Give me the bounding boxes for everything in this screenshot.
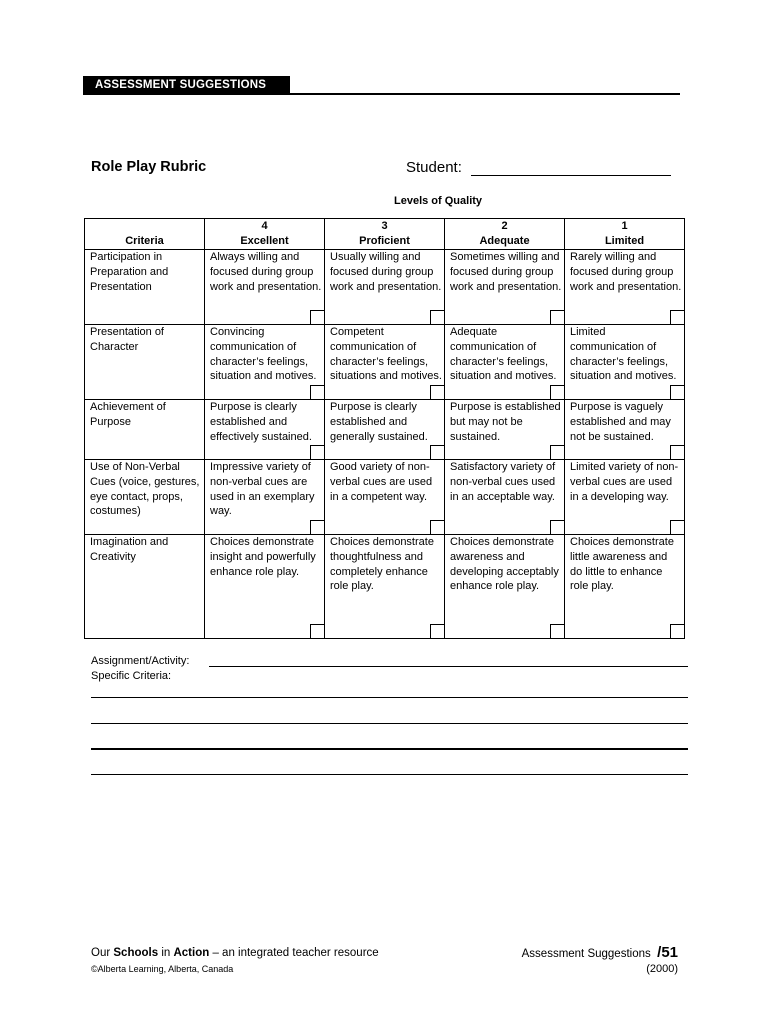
- criteria-line-4[interactable]: [91, 774, 688, 775]
- descriptor-cell: Always willing and focused during group work and presentation.: [205, 250, 325, 325]
- score-checkbox[interactable]: [550, 520, 564, 534]
- rubric-table: [84, 218, 685, 639]
- footer-page-label: Assessment Suggestions /51: [521, 944, 678, 961]
- criteria-header: Criteria: [85, 219, 205, 250]
- score-checkbox[interactable]: [430, 520, 444, 534]
- descriptor-cell: Choices demonstrate little awareness and do little to enhance role play.: [565, 535, 685, 639]
- page-number: 51: [661, 944, 678, 961]
- score-checkbox[interactable]: [310, 520, 324, 534]
- score-checkbox[interactable]: [430, 445, 444, 459]
- section-header-label: ASSESSMENT SUGGESTIONS: [83, 76, 290, 95]
- levels-of-quality-label: Levels of Quality: [394, 195, 483, 207]
- criterion-cell: Participation in Preparation and Presentation: [85, 250, 205, 325]
- score-checkbox[interactable]: [670, 520, 684, 534]
- specific-criteria-label: Specific Criteria:: [91, 670, 172, 682]
- score-checkbox[interactable]: [310, 445, 324, 459]
- level-header-3: 3 Proficient: [325, 219, 445, 250]
- assignment-activity-label: Assignment/Activity:: [91, 655, 190, 667]
- criterion-cell: Achievement of Purpose: [85, 400, 205, 460]
- descriptor-cell: Limited communication of character’s feelings, situation and motives.: [565, 325, 685, 400]
- descriptor-cell: Purpose is established but may not be sustained.: [445, 400, 565, 460]
- level-header-4: 4 Excellent: [205, 219, 325, 250]
- score-checkbox[interactable]: [550, 445, 564, 459]
- score-checkbox[interactable]: [310, 310, 324, 324]
- table-row: [85, 250, 685, 325]
- page-title: Role Play Rubric: [91, 159, 207, 175]
- score-checkbox[interactable]: [310, 385, 324, 399]
- score-checkbox[interactable]: [670, 385, 684, 399]
- descriptor-cell: Purpose is clearly established and effectively sustained.: [205, 400, 325, 460]
- table-row: [85, 535, 685, 639]
- descriptor-cell: Limited variety of non-verbal cues are used in a developing way.: [565, 460, 685, 535]
- score-checkbox[interactable]: [670, 445, 684, 459]
- descriptor-cell: Purpose is vaguely established and may not be sustained.: [565, 400, 685, 460]
- score-checkbox[interactable]: [430, 624, 444, 638]
- level-header-1: 1 Limited: [565, 219, 685, 250]
- table-row: [85, 460, 685, 535]
- criterion-cell: Imagination and Creativity: [85, 535, 205, 639]
- score-checkbox[interactable]: [430, 310, 444, 324]
- descriptor-cell: Purpose is clearly established and generally sustained.: [325, 400, 445, 460]
- score-checkbox[interactable]: [430, 385, 444, 399]
- criterion-cell: Presentation of Character: [85, 325, 205, 400]
- score-checkbox[interactable]: [550, 310, 564, 324]
- table-row: [85, 400, 685, 460]
- descriptor-cell: Good variety of non-verbal cues are used in a competent way.: [325, 460, 445, 535]
- student-name-field[interactable]: [471, 175, 671, 176]
- assignment-activity-field[interactable]: [209, 666, 688, 667]
- score-checkbox[interactable]: [670, 624, 684, 638]
- footer-resource-title: Our Schools in Action – an integrated teacher resource: [91, 947, 379, 959]
- footer-year: (2000): [646, 963, 678, 975]
- score-checkbox[interactable]: [670, 310, 684, 324]
- descriptor-cell: Competent communication of character’s feelings, situations and motives.: [325, 325, 445, 400]
- descriptor-cell: Sometimes willing and focused during group work and presentation.: [445, 250, 565, 325]
- criteria-line-2[interactable]: [91, 723, 688, 724]
- descriptor-cell: Impressive variety of non-verbal cues are used in an exemplary way.: [205, 460, 325, 535]
- score-checkbox[interactable]: [550, 624, 564, 638]
- descriptor-cell: Choices demonstrate awareness and developing acceptably enhance role play.: [445, 535, 565, 639]
- descriptor-cell: Convincing communication of character’s feelings, situation and motives.: [205, 325, 325, 400]
- descriptor-cell: Choices demonstrate thoughtfulness and completely enhance role play.: [325, 535, 445, 639]
- descriptor-cell: Satisfactory variety of non-verbal cues used in an acceptable way.: [445, 460, 565, 535]
- criterion-cell: Use of Non-Verbal Cues (voice, gestures, eye contact, props, costumes): [85, 460, 205, 535]
- section-header-rule: [83, 76, 680, 95]
- rubric-header-row: [85, 219, 685, 250]
- score-checkbox[interactable]: [310, 624, 324, 638]
- criteria-line-3[interactable]: [91, 748, 688, 750]
- descriptor-cell: Usually willing and focused during group work and presentation.: [325, 250, 445, 325]
- descriptor-cell: Rarely willing and focused during group work and presentation.: [565, 250, 685, 325]
- student-label: Student:: [406, 159, 462, 176]
- level-header-2: 2 Adequate: [445, 219, 565, 250]
- footer-copyright: ©Alberta Learning, Alberta, Canada: [91, 964, 234, 974]
- descriptor-cell: Adequate communication of character’s feelings, situation and motives.: [445, 325, 565, 400]
- criteria-line-1[interactable]: [91, 697, 688, 698]
- score-checkbox[interactable]: [550, 385, 564, 399]
- descriptor-cell: Choices demonstrate insight and powerfully enhance role play.: [205, 535, 325, 639]
- assignment-labels: [91, 654, 189, 684]
- table-row: [85, 325, 685, 400]
